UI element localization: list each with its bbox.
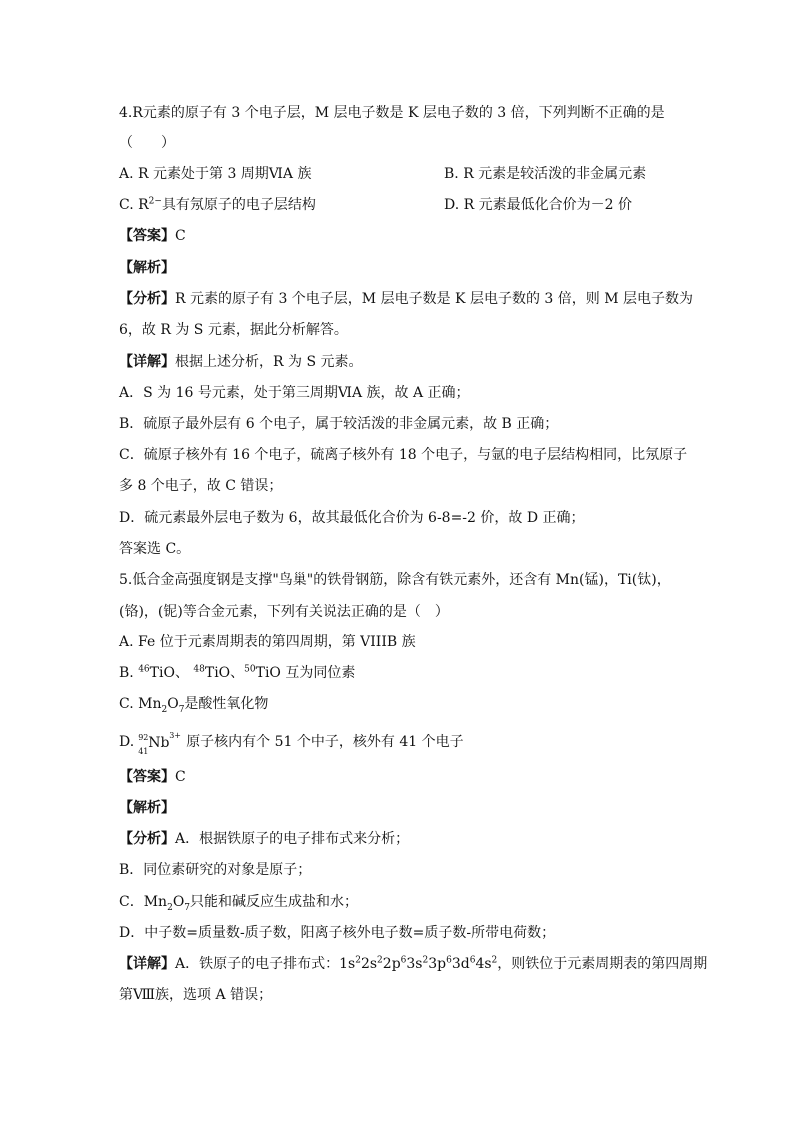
q5-option-b-pre: B. [119, 665, 134, 681]
q5-option-d [119, 731, 464, 756]
q5-option-b [119, 663, 355, 683]
q4-option-c-post: 具有氖原子的电子层结构 [161, 197, 316, 213]
nb-atomic-number: 41 [138, 747, 149, 756]
orbital-label: 4s [475, 956, 492, 972]
ti50-formula: TiO [255, 665, 281, 681]
electron-configuration [339, 956, 497, 972]
orbital-electron-count: 2 [377, 955, 383, 966]
q5-xiangjie-line2: 第Ⅷ族，选项 A 错误； [119, 987, 273, 1003]
orbital-electron-count: 2 [355, 955, 361, 966]
q4-jiexi: 【解析】 [119, 260, 175, 276]
q5-answer [119, 767, 186, 787]
nb-symbol: Nb [148, 735, 170, 751]
q5-option-c-pre: C. Mn [119, 696, 162, 712]
q4-answer-value: C [175, 228, 186, 244]
q5-fenxi-tag: 【分析】 [119, 831, 175, 847]
orbital-label: 3s [406, 956, 423, 972]
orbital-label: 3d [451, 956, 470, 972]
q4-detail-c-line1: C．硫原子核外有 16 个电子，硫离子核外有 18 个电子，与氩的电子层结构相同，比氖原子 [119, 447, 688, 463]
ti50-mass: 50 [244, 664, 256, 675]
q5-xiangjie-tag: 【详解】 [119, 956, 175, 972]
q5-xiangjie [119, 954, 707, 974]
mn-sub: 2 [161, 704, 168, 715]
q5-fenxi-a: A．根据铁原子的电子排布式来分析； [175, 831, 410, 847]
q4-fenxi-line2: 6，故 R 为 S 元素，据此分析解答。 [119, 322, 348, 338]
nb-charge: 3+ [169, 731, 181, 740]
nb-mass-number: 92 [138, 733, 149, 742]
q4-option-c-sup: 2− [148, 196, 162, 207]
sep-2: 、 [230, 665, 245, 681]
q5-fenxi-b: B．同位素研究的对象是原子； [119, 862, 312, 878]
orbital-electron-count: 6 [446, 955, 452, 966]
q5-option-b-post: 互为同位素 [285, 665, 356, 681]
q4-detail-b: B．硫原子最外层有 6 个电子，属于较活泼的非金属元素，故 B 正确； [119, 416, 559, 432]
orbital-electron-count: 2 [422, 955, 429, 966]
ti46-formula: TiO [149, 665, 175, 681]
q5-option-c-post: 是酸性氧化物 [184, 696, 269, 712]
orbital-electron-count: 6 [469, 955, 476, 966]
q4-option-a: A. R 元素处于第 3 周期ⅥA 族 [119, 166, 312, 182]
q4-paren: （ ） [119, 135, 175, 151]
ti48-formula: TiO [204, 665, 231, 681]
q4-detail-c-line2: 多 8 个电子，故 C 错误； [119, 478, 283, 494]
q5-option-a: A. Fe 位于元素周期表的第四周期，第 VIIIB 族 [119, 634, 416, 650]
q4-detail-d: D．硫元素最外层电子数为 6，故其最低化合价为 6-8=-2 价，故 D 正确； [119, 510, 585, 526]
q4-answer [119, 226, 186, 246]
ti46-mass: 46 [138, 664, 150, 675]
sep-1: 、 [174, 665, 189, 681]
orbital-label: 3p [428, 956, 447, 972]
q4-fenxi [119, 289, 693, 309]
nb-nuclide [138, 731, 184, 756]
q4-xiangjie-tag: 【详解】 [119, 354, 175, 370]
q5-fenxi-c-pre: C．Mn [119, 894, 168, 910]
q4-stem: 4.R元素的原子有 3 个电子层，M 层电子数是 K 层电子数的 3 倍，下列判断不正确的是 [119, 105, 665, 121]
fenxi-o-symbol: O [172, 894, 185, 910]
q4-xiangjie [119, 352, 362, 372]
orbital-label: 1s [339, 956, 356, 972]
q4-xiangjie-text: 根据上述分析，R 为 S 元素。 [175, 354, 363, 370]
q4-option-c [119, 195, 316, 215]
q5-fenxi-d: D．中子数=质量数-质子数，阳离子核外电子数=质子数-所带电荷数； [119, 925, 556, 941]
q5-fenxi-c-post: 只能和碱反应生成盐和水； [190, 894, 359, 910]
q5-xiangjie-post: ，则铁位于元素周期表的第四周期 [497, 956, 708, 972]
q5-option-d-post: 原子核内有个 51 个中子，核外有 41 个电子 [186, 734, 464, 750]
q5-option-c [119, 694, 268, 714]
q5-option-d-pre: D. [119, 734, 135, 750]
q4-fenxi-tag: 【分析】 [119, 291, 175, 307]
q5-answer-value: C [175, 769, 186, 785]
orbital-label: 2s [360, 956, 378, 972]
q4-fenxi-line1: R 元素的原子有 3 个电子层，M 层电子数是 K 层电子数的 3 倍，则 M 层电子数为 [175, 291, 693, 307]
ti48-mass: 48 [193, 664, 205, 675]
q4-detail-a: A．S 为 16 号元素，处于第三周期ⅥA 族，故 A 正确； [119, 385, 470, 401]
q4-option-b: B. R 元素是较活泼的非金属元素 [444, 166, 647, 182]
q5-fenxi-c [119, 892, 358, 912]
q4-answer-tag: 【答案】 [119, 228, 175, 244]
orbital-electron-count: 6 [400, 955, 407, 966]
fenxi-mn-sub: 2 [167, 902, 173, 913]
q4-option-d: D. R 元素最低化合价为－2 价 [444, 197, 632, 213]
o-symbol: O [167, 696, 179, 712]
orbital-electron-count: 2 [491, 955, 498, 966]
q5-jiexi: 【解析】 [119, 800, 175, 816]
q5-stem-line1: 5.低合金高强度钢是支撑"鸟巢"的铁骨钢筋，除含有铁元素外，还含有 Mn(锰)，Ti(钛)， [119, 572, 671, 588]
q5-answer-tag: 【答案】 [119, 769, 175, 785]
q5-stem-line2: (铬)，(铌)等合金元素，下列有关说法正确的是（ ） [119, 604, 449, 620]
orbital-label: 2p [382, 956, 401, 972]
o-sub: 7 [178, 704, 185, 715]
q4-option-c-pre: C. R [119, 197, 149, 213]
fenxi-o-sub: 7 [184, 902, 191, 913]
q5-fenxi [119, 829, 409, 849]
q4-final: 答案选 C。 [119, 541, 191, 557]
q5-xiangjie-pre: A．铁原子的电子排布式： [175, 956, 340, 972]
